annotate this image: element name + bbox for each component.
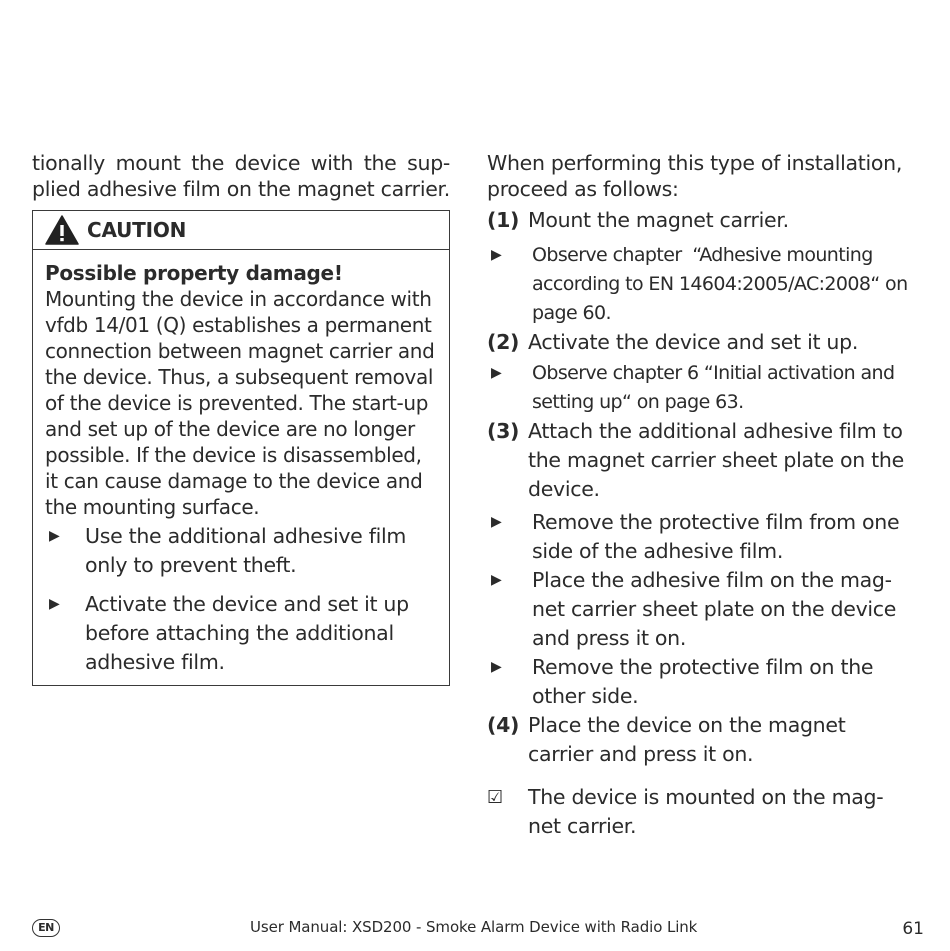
intro-line-1: tionally mount the device with the sup- xyxy=(32,151,450,175)
step-1 xyxy=(487,206,912,235)
step-text: Attach the additional adhesive film to the magnet carrier sheet plate on the device. xyxy=(528,419,904,501)
right-intro: When performing this type of installation, proceed as follows: xyxy=(487,151,903,201)
checkbox-checked-icon: ☑ xyxy=(487,787,503,808)
step-text: Place the device on the magnet carrier and press it on. xyxy=(528,713,846,766)
left-column xyxy=(32,150,450,686)
step-text: Mount the magnet carrier. xyxy=(528,208,789,232)
triangle-bullet-icon: ▶ xyxy=(491,572,502,588)
caution-text: Mounting the device in accordance with vfdb 14/01 (Q) establishes a permanent connection between magnet carrier and the device. Thus, a subsequent removal of the device is prevented. The start-up and set up of the device are no longer possible. If the device is disassembled, it can cause damage to the device and the mounting surface. xyxy=(45,287,435,519)
step-3-bullet: ▶ Remove the protective film from one side of the adhesive film. xyxy=(487,508,912,566)
caution-bullet: ▶ Activate the device and set it up before attaching the additional adhesive film. xyxy=(45,590,437,677)
page-footer xyxy=(0,917,950,941)
triangle-bullet-icon: ▶ xyxy=(491,514,502,530)
caution-header xyxy=(33,211,449,250)
step-text: Activate the device and set it up. xyxy=(528,330,859,354)
result-item xyxy=(487,783,912,841)
warning-triangle-icon xyxy=(45,215,79,245)
result-text: The device is mounted on the mag- net carrier. xyxy=(528,785,884,838)
caution-heading: Possible property damage! xyxy=(45,261,343,285)
triangle-bullet-icon: ▶ xyxy=(49,596,60,612)
step-1-bullet: ▶ Observe chapter “Adhesive mounting according to EN 14604:2005/AC:2008“ on page 60. xyxy=(487,241,912,328)
right-column xyxy=(487,150,912,841)
language-badge: EN xyxy=(32,919,60,937)
triangle-bullet-icon: ▶ xyxy=(49,528,60,544)
caution-body xyxy=(33,250,449,685)
step-number: (1) xyxy=(487,208,520,232)
triangle-bullet-icon: ▶ xyxy=(491,365,502,381)
step-number: (4) xyxy=(487,713,520,737)
step-4 xyxy=(487,711,912,769)
intro-line-2: plied adhesive film on the magnet carrier. xyxy=(32,177,450,201)
page-number: 61 xyxy=(902,919,924,939)
triangle-bullet-icon: ▶ xyxy=(491,659,502,675)
caution-box xyxy=(32,210,450,686)
footer-title: User Manual: XSD200 - Smoke Alarm Device with Radio Link xyxy=(250,918,698,936)
caution-title: CAUTION xyxy=(87,218,187,242)
step-2-bullet: ▶ Observe chapter 6 “Initial activation and setting up“ on page 63. xyxy=(487,359,912,417)
step-3 xyxy=(487,417,912,504)
step-3-bullet: ▶ Remove the protective film on the other side. xyxy=(487,653,912,711)
caution-bullet: ▶ Use the additional adhesive film only to prevent theft. xyxy=(45,522,437,580)
step-number: (2) xyxy=(487,330,520,354)
step-2 xyxy=(487,328,912,357)
triangle-bullet-icon: ▶ xyxy=(491,247,502,263)
step-number: (3) xyxy=(487,419,520,443)
step-3-bullet: ▶ Place the adhesive film on the mag- net carrier sheet plate on the device and press it on. xyxy=(487,566,912,653)
